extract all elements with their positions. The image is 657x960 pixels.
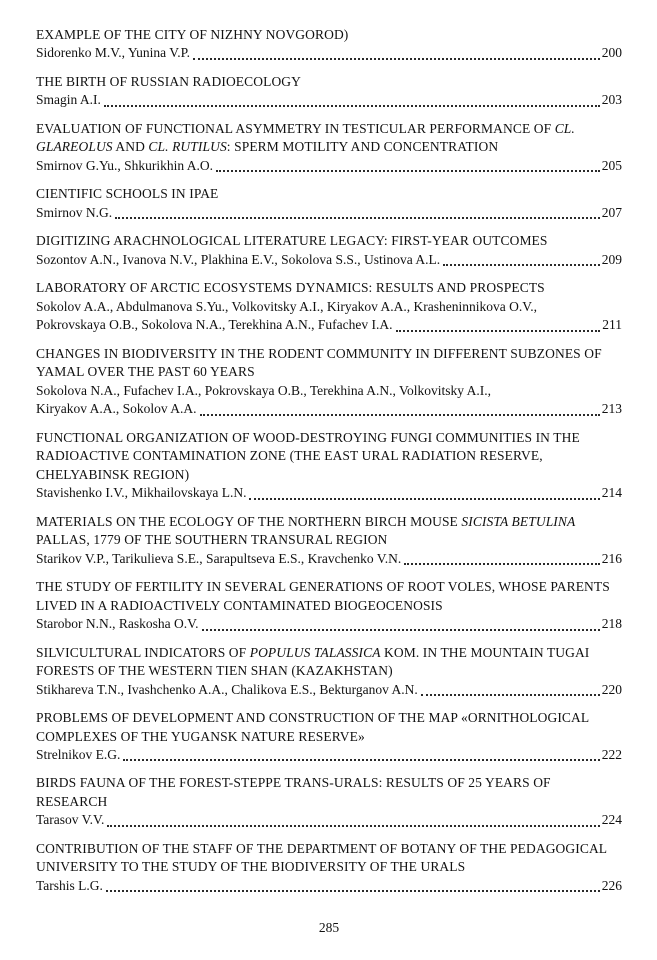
entry-page-number: 220 [601,681,622,697]
entry-title-italic-segment: CL. RUTILUS [148,139,227,155]
entry-authors [36,91,622,109]
author-names: Stavishenko I.V., Mikhailovskaya L.N. [36,485,247,501]
entry-page-number: 211 [602,317,622,333]
toc-entry [36,429,622,503]
author-names: Kiryakov A.A., Sokolov A.A. [36,401,197,417]
entry-page-number: 224 [601,812,622,828]
entry-title [36,232,622,250]
entry-title-segment: THE STUDY OF FERTILITY IN SEVERAL GENERATIONS OF ROOT VOLES, WHOSE PARENTS LIVED IN A RADIOACTIVELY CONTAMINATED BIOGEOCENOSIS [36,579,610,613]
author-names: Sokolova N.A., Fufachev I.A., Pokrovskaya O.B., Terekhina A.N., Volkovitsky A.I., [36,382,492,398]
toc-entry [36,279,622,334]
dot-leader [104,105,600,107]
author-names: Smagin A.I. [36,92,101,108]
entry-title [36,120,622,157]
author-names: Smirnov N.G. [36,204,113,220]
author-line [36,204,622,222]
dot-leader [216,170,600,172]
entry-title [36,73,622,91]
entry-title-segment: PALLAS, 1779 OF THE SOUTHERN TRANSURAL REGION [36,532,388,548]
entry-title-segment: MATERIALS ON THE ECOLOGY OF THE NORTHERN BIRCH MOUSE [36,513,462,529]
entry-title-italic-segment: POPULUS TALASSICA [249,644,381,660]
author-line [36,251,622,269]
entry-page-number: 203 [601,92,622,108]
entry-title-segment: : SPERM MOTILITY AND CONCENTRATION [226,139,499,155]
entry-title [36,774,622,811]
toc-entry [36,774,622,829]
author-line [36,615,622,633]
toc-entry [36,232,622,269]
author-line [36,157,622,175]
entry-title [36,644,622,681]
entry-title [36,185,622,203]
entry-title-segment: FUNCTIONAL ORGANIZATION OF WOOD-DESTROYING FUNGI COMMUNITIES IN THE RADIOACTIVE CONTAMINATION ZONE (THE EAST URAL RADIATION RESERVE, CHELYABINSK REGION) [36,429,580,482]
author-line [36,746,622,764]
entry-authors [36,615,622,633]
author-line [36,681,622,699]
author-line [36,877,622,895]
entry-page-number: 200 [601,45,622,61]
toc-entry [36,345,622,419]
author-names: Tarasov V.V. [36,812,105,828]
entry-authors [36,298,622,335]
author-line [36,298,622,316]
author-names: Smirnov G.Yu., Shkurikhin A.O. [36,157,214,173]
toc-entry [36,26,622,63]
dot-leader [123,759,599,761]
toc-entry [36,644,622,699]
entry-page-number: 218 [601,616,622,632]
dot-leader [443,264,600,266]
entry-title-segment: SILVICULTURAL INDICATORS OF [36,644,250,660]
entry-title-italic-segment: SICISTA BETULINA [461,513,576,529]
toc-entry [36,709,622,764]
entry-page-number: 207 [601,204,622,220]
author-line [36,91,622,109]
entry-title [36,26,622,44]
author-line [36,44,622,62]
author-names: Sozontov A.N., Ivanova N.V., Plakhina E.V., Sokolova S.S., Ustinova A.L. [36,251,441,267]
entry-authors [36,877,622,895]
entry-title-italic-segment: CL. GLAREOLUS [36,120,575,155]
entry-authors [36,746,622,764]
entry-page-number: 205 [601,157,622,173]
page-number: 285 [318,920,340,935]
author-names: Strelnikov E.G. [36,746,121,762]
entry-title-segment: LABORATORY OF ARCTIC ECOSYSTEMS DYNAMICS: RESULTS AND PROSPECTS [36,280,545,296]
entry-page-number: 222 [601,746,622,762]
entry-title [36,578,622,615]
entry-title-segment: CHANGES IN BIODIVERSITY IN THE RODENT COMMUNITY IN DIFFERENT SUBZONES OF YAMAL OVER THE PAST 60 YEARS [36,345,602,380]
author-line [36,484,622,502]
entry-authors [36,382,622,419]
author-names: Sidorenko M.V., Yunina V.P. [36,45,191,61]
author-names: Pokrovskaya O.B., Sokolova N.A., Terekhina A.N., Fufachev I.A. [36,317,393,333]
author-names: Sokolov A.A., Abdulmanova S.Yu., Volkovitsky A.I., Kiryakov A.A., Krasheninnikova O.V., [36,298,538,314]
entry-title [36,429,622,484]
entry-title [36,279,622,297]
author-line [36,811,622,829]
toc-entry [36,185,622,222]
entry-authors [36,550,622,568]
author-line [36,550,622,568]
toc-entry [36,578,622,633]
dot-leader [115,217,600,219]
table-of-contents [36,26,622,905]
entry-title-segment: EXAMPLE OF THE CITY OF NIZHNY NOVGOROD) [36,27,349,42]
entry-authors [36,44,622,62]
author-line [36,400,622,418]
entry-authors [36,484,622,502]
toc-entry [36,120,622,175]
entry-title-segment: CIENTIFIC SCHOOLS IN IPAE [36,186,219,202]
entry-title-segment: BIRDS FAUNA OF THE FOREST-STEPPE TRANS-URALS: RESULTS OF 25 YEARS OF RESEARCH [36,775,551,809]
entry-title [36,513,622,550]
dot-leader [106,890,600,892]
author-names: Stikhareva T.N., Ivashchenko A.A., Chalikova E.S., Bekturganov A.N. [36,681,418,697]
entry-page-number: 216 [601,550,622,566]
author-names: Starobor N.N., Raskosha O.V. [36,616,199,632]
entry-page-number: 209 [601,251,622,267]
dot-leader [249,498,599,500]
entry-authors [36,251,622,269]
entry-authors [36,681,622,699]
author-line [36,316,622,334]
author-names: Tarshis L.G. [36,877,103,893]
entry-title-segment: CONTRIBUTION OF THE STAFF OF THE DEPARTMENT OF BOTANY OF THE PEDAGOGICAL UNIVERSITY TO THE STUDY OF THE BIODIVERSITY OF THE URALS [36,840,607,875]
toc-entry [36,840,622,895]
entry-page-number: 226 [601,877,622,893]
dot-leader [404,563,599,565]
entry-page-number: 213 [601,401,622,417]
author-names: Starikov V.P., Tarikulieva S.E., Sarapultseva E.S., Kravchenko V.N. [36,550,402,566]
entry-page-number: 214 [601,485,622,501]
entry-authors [36,811,622,829]
entry-title [36,345,622,382]
toc-entry [36,73,622,110]
dot-leader [200,414,600,416]
author-line [36,382,622,400]
entry-title-segment: EVALUATION OF FUNCTIONAL ASYMMETRY IN TESTICULAR PERFORMANCE OF [36,120,555,136]
dot-leader [193,58,600,60]
dot-leader [202,629,600,631]
dot-leader [396,330,601,332]
entry-title-segment: KOM. IN THE MOUNTAIN TUGAI FORESTS OF THE WESTERN TIEN SHAN (KAZAKHSTAN) [36,644,590,679]
entry-authors [36,157,622,175]
entry-title-segment: AND [112,139,149,155]
entry-title-segment: PROBLEMS OF DEVELOPMENT AND CONSTRUCTION OF THE MAP «ORNITHOLOGICAL COMPLEXES OF THE YUGANSK NATURE RESERVE» [36,710,589,744]
entry-title-segment: DIGITIZING ARACHNOLOGICAL LITERATURE LEGACY: FIRST-YEAR OUTCOMES [36,233,548,249]
entry-authors [36,204,622,222]
dot-leader [107,825,599,827]
entry-title [36,709,622,746]
entry-title [36,840,622,877]
entry-title-segment: THE BIRTH OF RUSSIAN RADIOECOLOGY [36,73,301,89]
toc-entry [36,513,622,568]
dot-leader [421,694,600,696]
